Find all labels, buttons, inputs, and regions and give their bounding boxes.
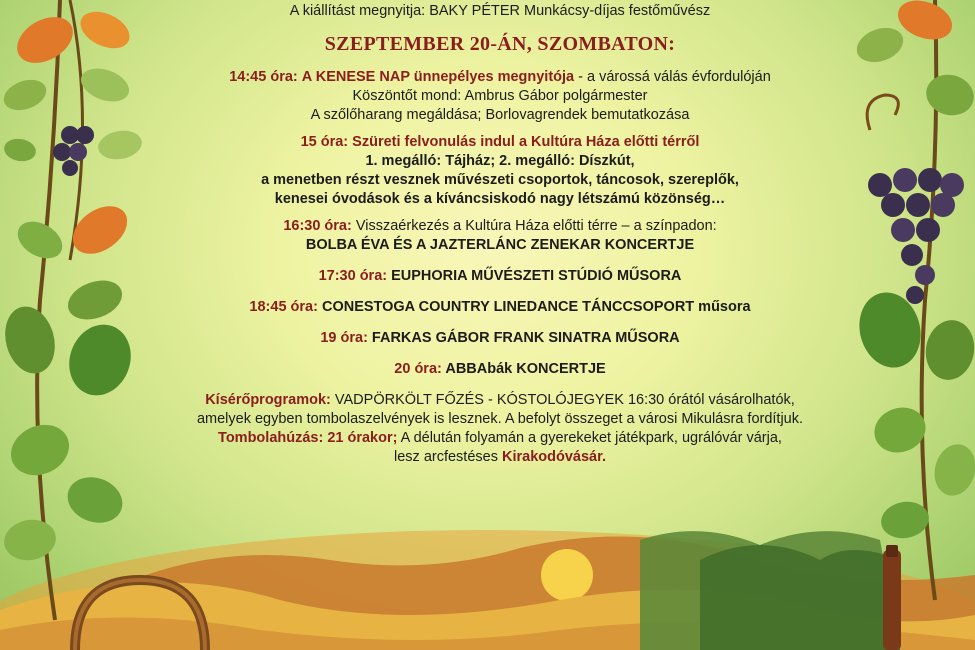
event-program [150,0,850,475]
program-line: A szőlőharang megáldása; Borlovagrendek bemutatkozása [310,107,690,123]
program-rest: Visszaérkezés a Kultúra Háza előtti térre – a színpadon: [351,218,717,234]
program-time: 20 óra: [394,361,442,377]
program-title: A KENESE NAP ünnepélyes megnyitója [301,69,575,85]
program-item-19 [150,329,850,348]
market-label: Kirakodóvásár. [502,449,606,465]
program-line: BOLBA ÉVA ÉS A JAZTERLÁNC ZENEKAR KONCERTJE [305,237,695,253]
side-programs-text: amelyek egyben tombolaszelvények is lesznek. A befolyt összeget a városi Mikulásra fordítjuk. [196,411,804,427]
program-title: CONESTOGA COUNTRY LINEDANCE TÁNCCSOPORT műsora [317,299,751,315]
grape-vine-right-icon [851,0,975,600]
program-time: 16:30 óra: [283,218,352,234]
grape-cluster-icon [53,126,94,176]
side-programs-label: Kísérőprogramok: [205,392,331,408]
program-line: Köszöntőt mond: Ambrus Gábor polgármester [352,88,648,104]
program-line: kenesei óvodások és a kíváncsiskodó nagy létszámú közönség… [274,191,726,207]
program-item-1445 [150,68,850,125]
program-title: ABBAbák KONCERTJE [441,361,606,377]
grape-cluster-icon [868,168,964,304]
program-item-1845 [150,298,850,317]
program-time: 19 óra: [320,330,368,346]
side-programs-text: A délután folyamán a gyerekeket játékpark, ugrálóvár várja, [397,430,782,446]
program-title: Szüreti felvonulás indul a Kultúra Háza előtti térről [352,134,700,150]
program-time: 15 óra: [300,134,349,150]
side-programs-text: VADPÖRKÖLT FŐZÉS - KÓSTOLÓJEGYEK 16:30 órától vásárolhatók, [330,392,795,408]
wine-bottle-icon [883,545,901,650]
program-time: 14:45 óra: [229,69,298,85]
program-line: 1. megálló: Tájház; 2. megálló: Díszkút, [365,153,635,169]
date-heading: SZEPTEMBER 20-ÁN, SZOMBATON: [324,33,676,55]
program-item-1630 [150,217,850,255]
program-time: 18:45 óra: [249,299,318,315]
side-programs [150,391,850,467]
sunset-landscape-icon [0,530,975,650]
program-line: a menetben részt vesznek művészeti csoportok, táncosok, szereplők, [261,172,739,188]
exhibition-opening-line: A kiállítást megnyitja: BAKY PÉTER Munkácsy-díjas festőművész [289,3,711,19]
program-title: EUPHORIA MŰVÉSZETI STÚDIÓ MŰSORA [387,268,682,284]
program-item-1730 [150,267,850,286]
program-item-20 [150,360,850,379]
grape-vine-left-icon [0,0,144,620]
program-time: 17:30 óra: [318,268,388,284]
side-programs-text: lesz arcfestéses [394,449,502,465]
program-rest: - a várossá válás évfordulóján [574,69,771,85]
program-item-15 [150,133,850,209]
raffle-label: Tombolahúzás: 21 órakor; [218,430,398,446]
program-title: FARKAS GÁBOR FRANK SINATRA MŰSORA [367,330,680,346]
